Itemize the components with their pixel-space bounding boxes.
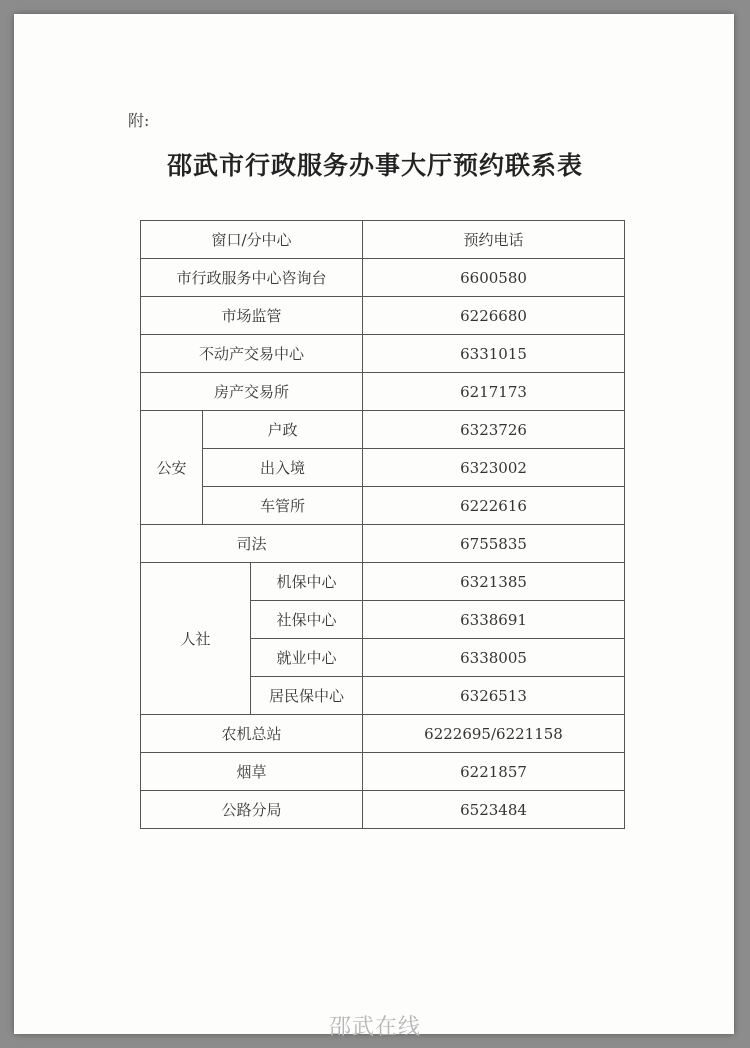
row-phone: 6338691: [363, 601, 625, 639]
row-name: 房产交易所: [141, 373, 363, 411]
group-label-hr: 人社: [141, 563, 251, 715]
header-phone: 预约电话: [363, 221, 625, 259]
row-name: 就业中心: [251, 639, 363, 677]
table-row: [141, 753, 625, 791]
row-phone: 6600580: [363, 259, 625, 297]
table-row: [141, 297, 625, 335]
row-name: 市场监管: [141, 297, 363, 335]
row-name: 户政: [203, 411, 363, 449]
row-phone: 6222616: [363, 487, 625, 525]
table-header-row: [141, 221, 625, 259]
row-name: 烟草: [141, 753, 363, 791]
row-phone: 6222695/6221158: [363, 715, 625, 753]
row-name: 车管所: [203, 487, 363, 525]
row-name: 公路分局: [141, 791, 363, 829]
row-phone: 6331015: [363, 335, 625, 373]
row-name: 机保中心: [251, 563, 363, 601]
row-phone: 6217173: [363, 373, 625, 411]
row-name: 社保中心: [251, 601, 363, 639]
table-row: [141, 715, 625, 753]
row-name: 农机总站: [141, 715, 363, 753]
group-label-police: 公安: [141, 411, 203, 525]
row-phone: 6755835: [363, 525, 625, 563]
row-phone: 6323726: [363, 411, 625, 449]
row-phone: 6338005: [363, 639, 625, 677]
document-title: 邵武市行政服务办事大厅预约联系表: [166, 151, 583, 180]
row-phone: 6323002: [363, 449, 625, 487]
table-row: [141, 259, 625, 297]
row-phone: 6523484: [363, 791, 625, 829]
row-phone: 6321385: [363, 563, 625, 601]
row-phone: 6226680: [363, 297, 625, 335]
row-phone: 6221857: [363, 753, 625, 791]
site-watermark: 邵武在线: [328, 1015, 421, 1040]
table-row: [141, 373, 625, 411]
row-name: 司法: [141, 525, 363, 563]
contact-table: [140, 220, 625, 829]
header-window: 窗口/分中心: [141, 221, 363, 259]
table-row: [141, 335, 625, 373]
row-name: 居民保中心: [251, 677, 363, 715]
appendix-label: 附:: [128, 111, 150, 130]
table-row: [141, 791, 625, 829]
row-name: 市行政服务中心咨询台: [141, 259, 363, 297]
row-phone: 6326513: [363, 677, 625, 715]
table-row: [141, 487, 625, 525]
row-name: 不动产交易中心: [141, 335, 363, 373]
table-row: [141, 449, 625, 487]
table-row: [141, 411, 625, 449]
row-name: 出入境: [203, 449, 363, 487]
table-row: [141, 525, 625, 563]
table-row: [141, 563, 625, 601]
